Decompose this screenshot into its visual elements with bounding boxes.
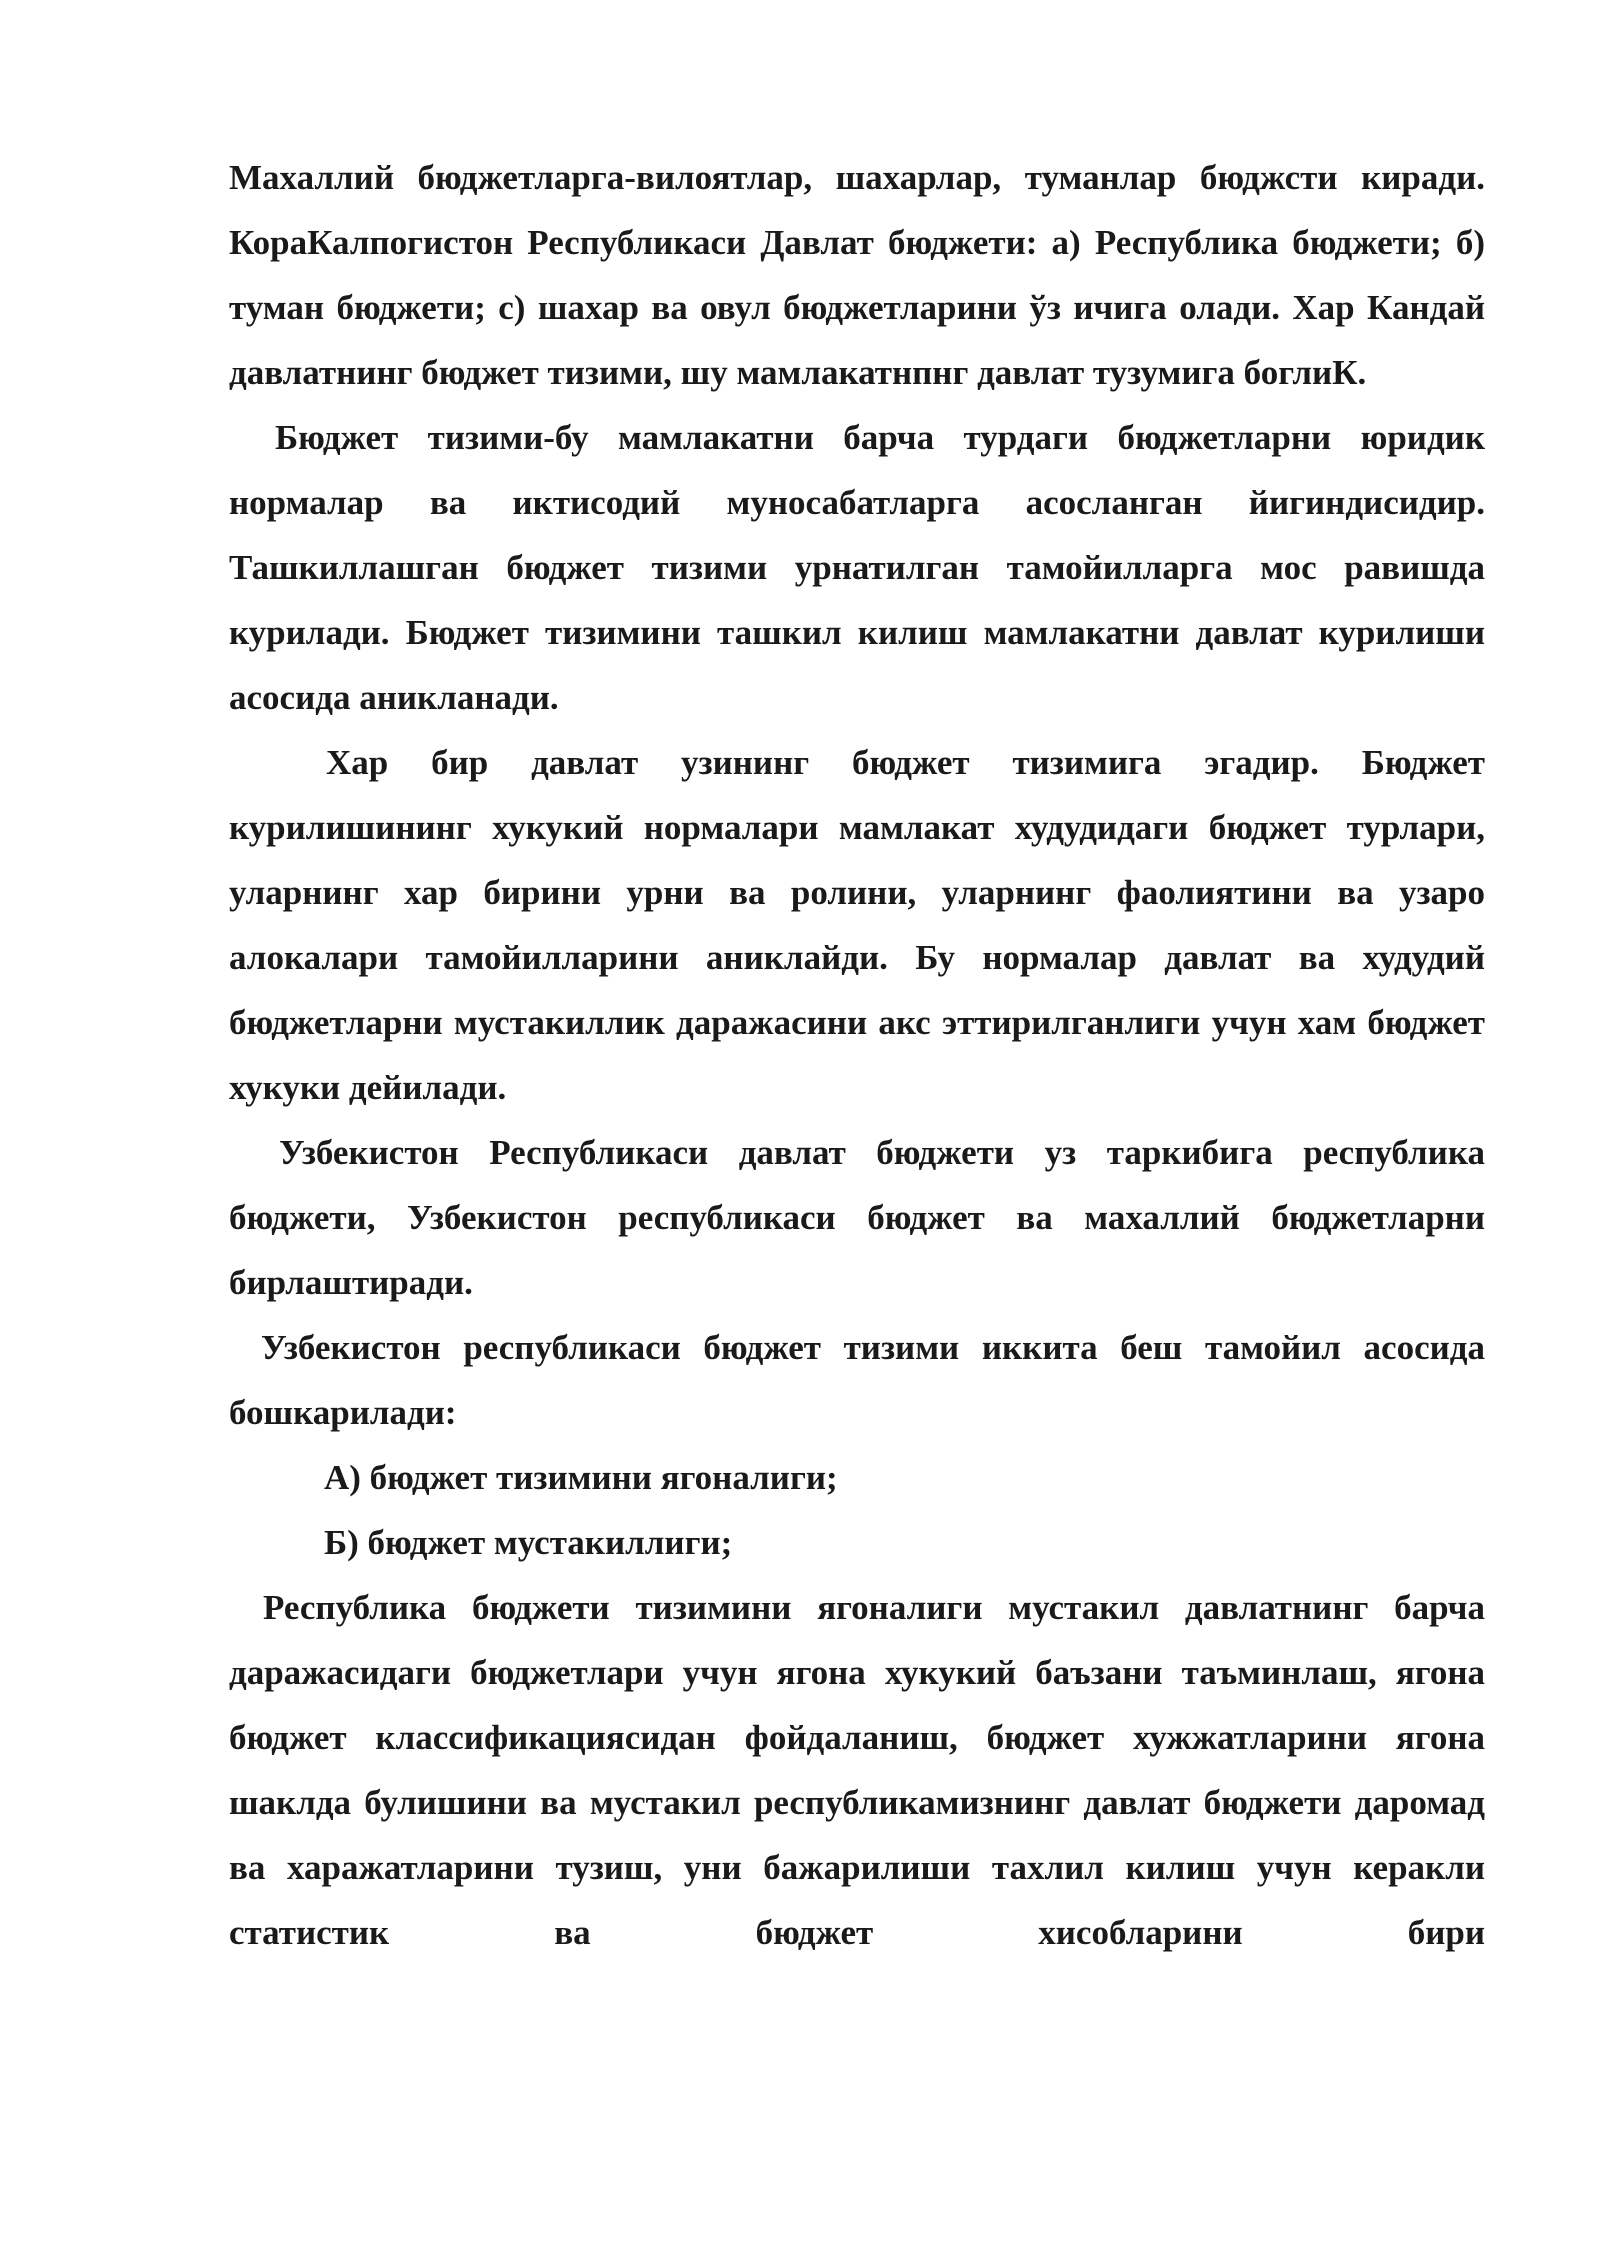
paragraph-budget-law: Хар бир давлат узининг бюджет тизимига эгадир. Бюджет курилишининг хукукий нормалари мамлакат худудидаги бюджет турлари, уларнинг хар бирини урни ва ролини, уларнинг фаолиятини ва узаро алокалари тамойилларини аниклайди. Бу нормалар давлат ва худудий бюджетларни мустакиллик даражасини акс эттирилганлиги учун хам бюджет хукуки дейилади.: [229, 743, 1485, 1107]
paragraph-local-budgets: Махаллий бюджетларга-вилоятлар, шахарлар, туманлар бюджсти киради. КораКалпогистон Республикаси Давлат бюджети: а) Республика бюджети; б) туман бюджети; с) шахар ва овул бюджетларини ўз ичига олади. Хар Кандай давлатнинг бюджет тизими, шу мамлакатнпнг давлат тузумига боглиК.: [229, 158, 1485, 392]
document-body: [229, 145, 1485, 1965]
list-item-unity: А) бюджет тизимини ягоналиги;: [324, 1458, 838, 1497]
paragraph-unity-of-budget: Республика бюджети тизимини ягоналиги мустакил давлатнинг барча даражасидаги бюджетлари учун ягона хукукий баъзани таъминлаш, ягона бюджет классификациясидан фойдаланиш, бюджет хужжатларини ягона шаклда булишини ва мустакил республикамизнинг давлат бюджети даромад ва харажатларини тузиш, уни бажарилиши тахлил килиш учун керакли статистик ва бюджет хисобларини бири: [229, 1588, 1485, 1952]
paragraph-budget-system-definition: Бюджет тизими-бу мамлакатни барча турдаги бюджетларни юридик нормалар ва иктисодий муносабатларга асосланган йигиндисидир. Ташкиллашган бюджет тизими урнатилган тамойилларга мос равишда курилади. Бюджет тизимини ташкил килиш мамлакатни давлат курилиши асосида аникланади.: [229, 418, 1485, 717]
paragraph-state-budget-composition: Узбекистон Республикаси давлат бюджети уз таркибига республика бюджети, Узбекистон республикаси бюджет ва махаллий бюджетларни бирлаштиради.: [229, 1133, 1485, 1302]
paragraph-budget-principles: Узбекистон республикаси бюджет тизими иккита беш тамойил асосида бошкарилади:: [229, 1328, 1485, 1432]
list-item-independence: Б) бюджет мустакиллиги;: [324, 1523, 733, 1562]
